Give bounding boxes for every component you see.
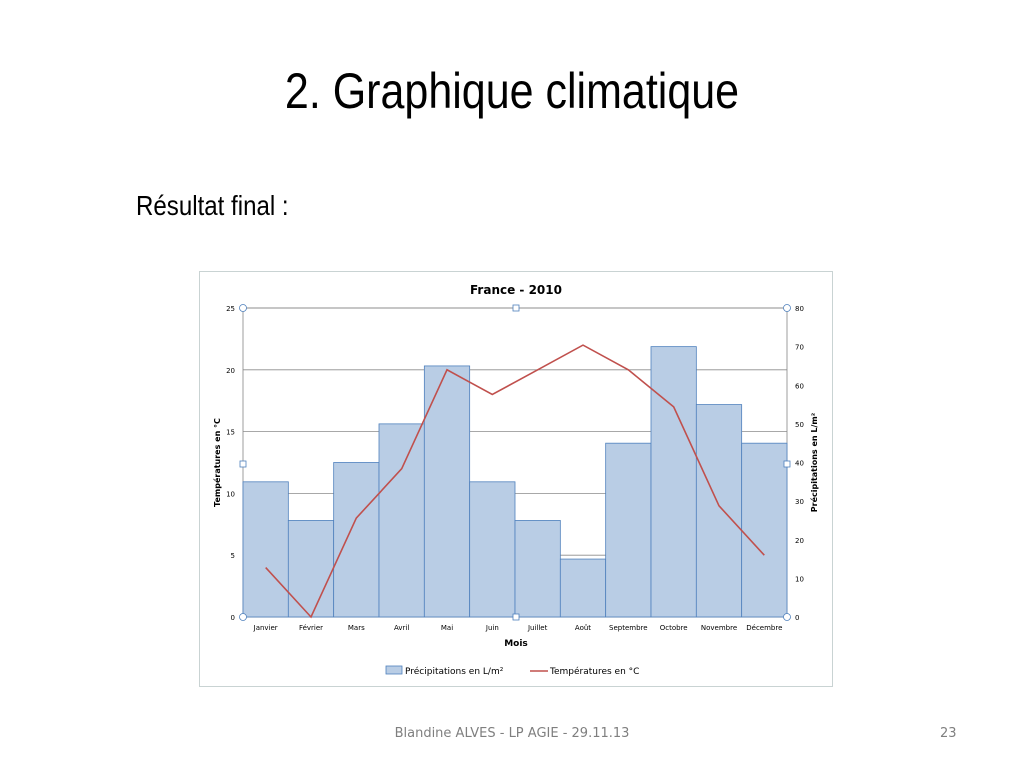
x-tick-label: Juillet <box>527 624 548 632</box>
x-tick-label: Septembre <box>609 624 648 632</box>
bar-juillet <box>515 520 560 617</box>
bar-février <box>288 520 333 617</box>
bar-novembre <box>696 405 741 617</box>
y2-tick-label: 0 <box>795 614 800 622</box>
y-axis-title: Températures en °C <box>213 418 222 507</box>
y2-tick-label: 50 <box>795 420 804 429</box>
legend-label-temperatures: Températures en °C <box>550 667 640 677</box>
x-tick-label: Août <box>574 624 592 632</box>
x-axis-title: Mois <box>504 639 528 649</box>
x-tick-label: Décembre <box>746 624 783 632</box>
y2-tick-label: 80 <box>795 305 804 313</box>
selection-handle <box>240 461 246 467</box>
y2-tick-label: 30 <box>795 498 804 507</box>
x-tick-label: Février <box>298 624 324 632</box>
selection-handle <box>240 614 247 621</box>
selection-handle <box>513 614 519 620</box>
selection-handle <box>784 614 791 621</box>
y-tick-label: 5 <box>230 552 235 561</box>
x-tick-label: Mars <box>347 624 365 632</box>
x-tick-label: Avril <box>394 624 410 632</box>
y-tick-label: 15 <box>226 428 235 437</box>
slide-title: 2. Graphique climatique <box>284 63 740 119</box>
y2-tick-label: 20 <box>795 536 804 545</box>
x-tick-label: Octobre <box>659 624 688 632</box>
legend-swatch-precipitations <box>386 666 402 674</box>
page-number: 23 <box>940 726 957 741</box>
chart-title: France - 2010 <box>470 283 562 297</box>
bar-avril <box>379 424 424 617</box>
bar-septembre <box>606 443 651 617</box>
y2-tick-label: 60 <box>795 382 804 391</box>
y2-tick-label: 70 <box>795 343 804 352</box>
selection-handle <box>784 461 790 467</box>
y-tick-label: 20 <box>226 366 235 375</box>
y2-tick-label: 10 <box>795 575 804 584</box>
slide-footer: Blandine ALVES - LP AGIE - 29.11.13 <box>394 726 630 741</box>
bar-décembre <box>742 443 787 617</box>
x-tick-label: Novembre <box>700 624 738 632</box>
x-tick-label: Juin <box>485 624 499 632</box>
x-tick-label: Janvier <box>253 624 278 632</box>
y-tick-label: 25 <box>226 305 235 313</box>
x-tick-label: Mai <box>440 624 454 632</box>
selection-handle <box>513 305 519 311</box>
legend-label-precipitations: Précipitations en L/m² <box>405 667 504 677</box>
bar-mars <box>334 463 379 618</box>
y-tick-label: 10 <box>226 490 235 499</box>
bar-août <box>560 559 605 617</box>
climate-chart <box>200 272 834 688</box>
selection-handle <box>240 305 247 312</box>
bar-octobre <box>651 347 696 617</box>
y2-axis-title: Précipitations en L/m² <box>810 412 819 513</box>
y2-tick-label: 40 <box>795 459 804 468</box>
selection-handle <box>784 305 791 312</box>
chart-container[interactable] <box>199 271 833 687</box>
bar-juin <box>470 482 515 617</box>
slide-subtitle: Résultat final : <box>136 190 289 221</box>
y-tick-label: 0 <box>230 614 235 622</box>
bar-janvier <box>243 482 288 617</box>
